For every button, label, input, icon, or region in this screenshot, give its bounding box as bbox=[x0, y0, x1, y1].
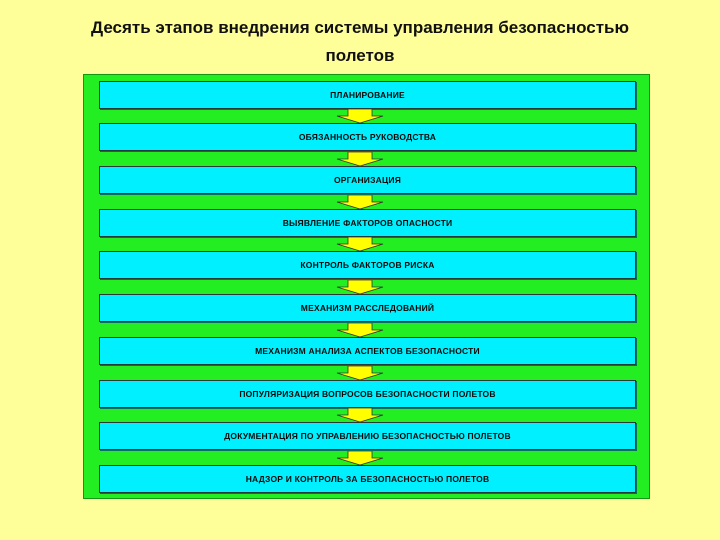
down-arrow-icon bbox=[335, 237, 385, 251]
step-1-box bbox=[99, 81, 636, 109]
step-4-label: ВЫЯВЛЕНИЕ ФАКТОРОВ ОПАСНОСТИ bbox=[282, 218, 453, 228]
step-5-label: КОНТРОЛЬ ФАКТОРОВ РИСКА bbox=[300, 260, 435, 270]
step-7-box bbox=[99, 337, 636, 365]
step-3-label: ОРГАНИЗАЦИЯ bbox=[333, 175, 402, 185]
title-line-2: полетов bbox=[325, 46, 395, 65]
step-6-box bbox=[99, 294, 636, 322]
down-arrow-icon bbox=[335, 152, 385, 166]
title-line-1: Десять этапов внедрения системы управления безопасностью bbox=[91, 18, 629, 37]
down-arrow-icon bbox=[335, 451, 385, 465]
step-10-box bbox=[99, 465, 636, 493]
step-5-box bbox=[99, 251, 636, 279]
down-arrow-icon bbox=[335, 195, 385, 209]
steps-panel bbox=[83, 74, 650, 499]
down-arrow-icon bbox=[335, 280, 385, 294]
step-4-box bbox=[99, 209, 636, 237]
slide-title bbox=[0, 14, 720, 70]
down-arrow-icon bbox=[335, 109, 385, 123]
step-3-box bbox=[99, 166, 636, 194]
step-10-label: НАДЗОР И КОНТРОЛЬ ЗА БЕЗОПАСНОСТЬЮ ПОЛЕТОВ bbox=[245, 474, 490, 484]
step-9-box bbox=[99, 422, 636, 450]
step-6-label: МЕХАНИЗМ РАССЛЕДОВАНИЙ bbox=[300, 303, 435, 313]
step-2-label: ОБЯЗАННОСТЬ РУКОВОДСТВА bbox=[298, 132, 437, 142]
step-1-label: ПЛАНИРОВАНИЕ bbox=[330, 90, 405, 100]
step-9-label: ДОКУМЕНТАЦИЯ ПО УПРАВЛЕНИЮ БЕЗОПАСНОСТЬЮ ПОЛЕТОВ bbox=[224, 431, 511, 441]
step-8-label: ПОПУЛЯРИЗАЦИЯ ВОПРОСОВ БЕЗОПАСНОСТИ ПОЛЕТОВ bbox=[239, 389, 496, 399]
step-2-box bbox=[99, 123, 636, 151]
step-8-box bbox=[99, 380, 636, 408]
down-arrow-icon bbox=[335, 323, 385, 337]
down-arrow-icon bbox=[335, 408, 385, 422]
step-7-label: МЕХАНИЗМ АНАЛИЗА АСПЕКТОВ БЕЗОПАСНОСТИ bbox=[255, 346, 480, 356]
down-arrow-icon bbox=[335, 366, 385, 380]
